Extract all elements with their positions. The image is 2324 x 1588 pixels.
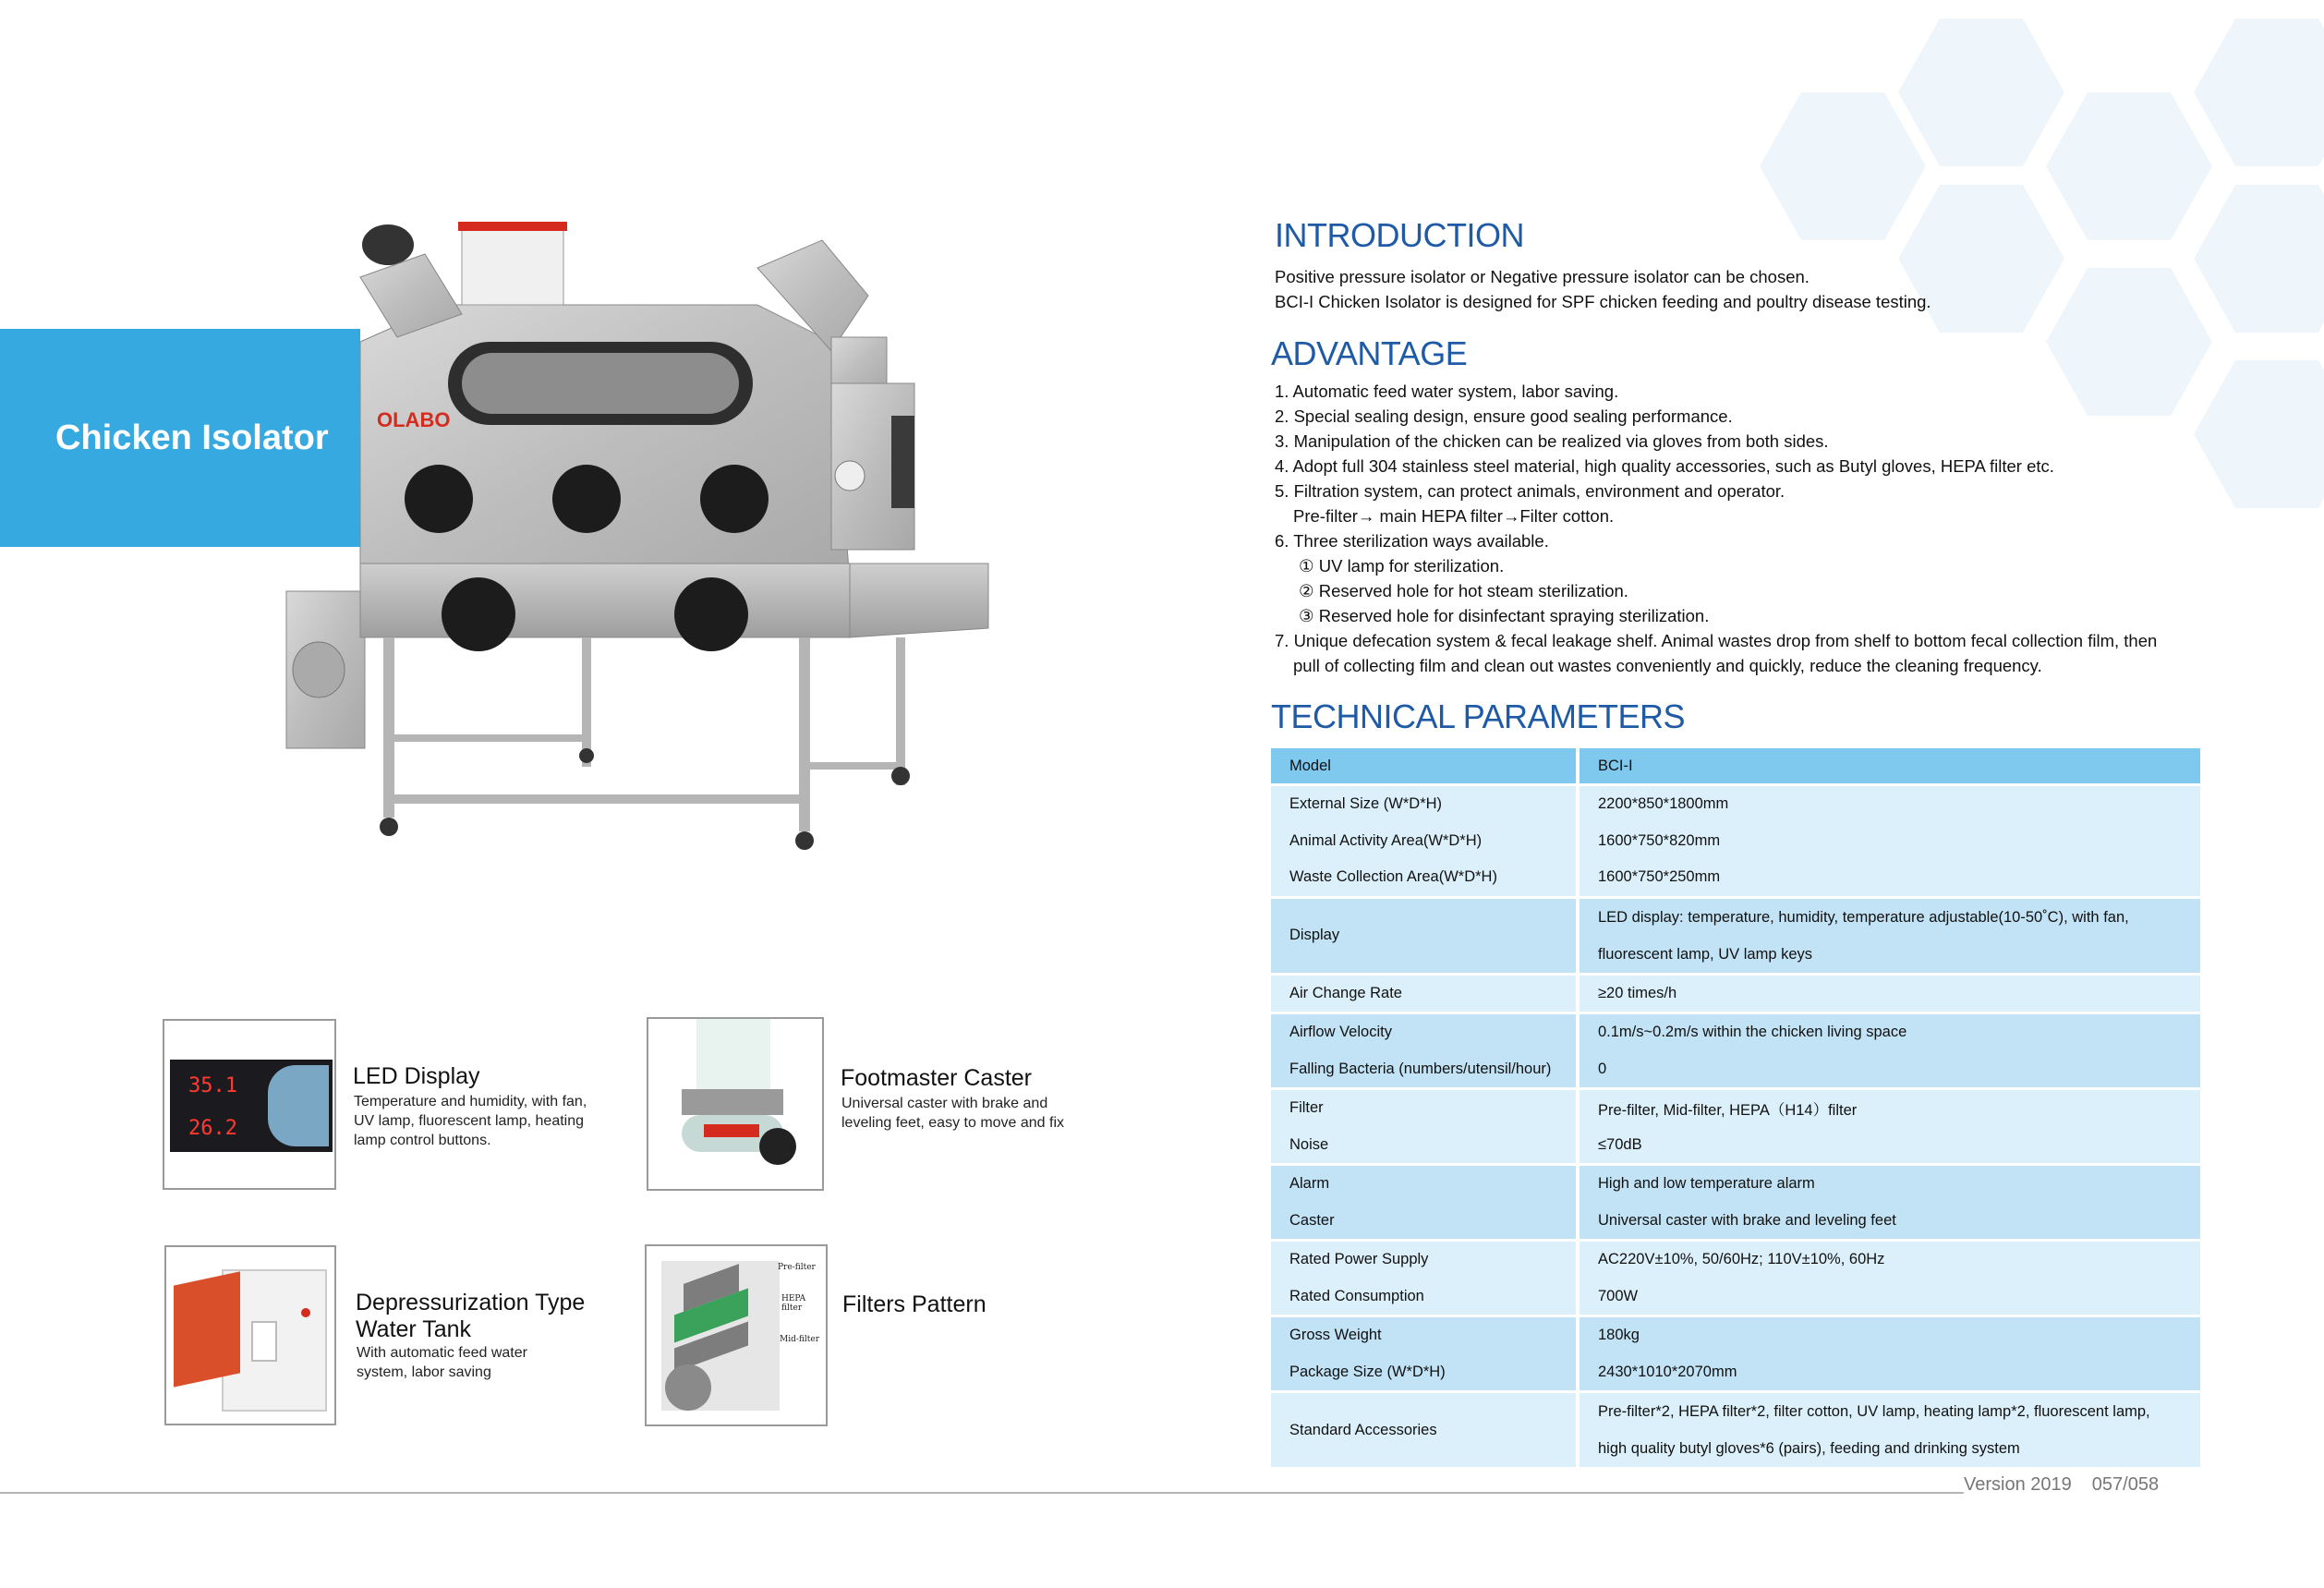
chicken-isolator-illustration — [277, 212, 1016, 859]
table-row: Alarm High and low temperature alarm — [1271, 1165, 2200, 1203]
table-row: Airflow Velocity 0.1m/s~0.2m/s within the chicken living space — [1271, 1013, 2200, 1051]
table-row: Noise ≤70dB — [1271, 1127, 2200, 1165]
water-tank-description: With automatic feed water system, labor saving — [357, 1345, 527, 1380]
introduction-title: INTRODUCTION — [1275, 216, 1524, 254]
table-row: External Size (W*D*H) 2200*850*1800mm — [1271, 785, 2200, 823]
brand-logo: OLABO — [377, 408, 451, 431]
technical-parameters-title: TECHNICAL PARAMETERS — [1271, 697, 1686, 735]
table-row: Rated Consumption 700W — [1271, 1279, 2200, 1316]
footer — [1964, 1474, 2179, 1496]
table-row: Standard Accessories Pre-filter*2, HEPA filter*2, filter cotton, UV lamp, heating lamp*2, fluorescent lamp, high quality butyl gloves*6 (pairs), feeding and drinking system — [1271, 1392, 2200, 1468]
table-row: Waste Collection Area(W*D*H) 1600*750*250mm — [1271, 859, 2200, 897]
water-tank-title: Depressurization Type Water Tank — [356, 1290, 586, 1342]
mid-filter-label: Mid-filter — [780, 1335, 820, 1344]
filters-pattern-title: Filters Pattern — [842, 1291, 986, 1317]
table-header-value: BCI-I — [1578, 748, 2200, 785]
table-header-label: Model — [1271, 748, 1578, 785]
table-row: Package Size (W*D*H) 2430*1010*2070mm — [1271, 1354, 2200, 1392]
footer-page-numbers: 057/058 — [2091, 1474, 2160, 1495]
banner-title: Chicken Isolator — [55, 418, 329, 457]
led-humidity-readout: 26.2 — [188, 1117, 237, 1140]
table-row: Rated Power Supply AC220V±10%, 50/60Hz; 110V±10%, 60Hz — [1271, 1241, 2200, 1279]
caster-image — [647, 1017, 824, 1191]
table-row: Falling Bacteria (numbers/utensil/hour) 0 — [1271, 1051, 2200, 1089]
filters-pattern-image — [645, 1244, 828, 1426]
led-display-description: Temperature and humidity, with fan, UV lamp, fluorescent lamp, heating lamp control buttons. — [354, 1094, 587, 1148]
technical-parameters-table — [1271, 748, 2200, 1467]
led-temperature-readout: 35.1 — [188, 1074, 237, 1097]
hepa-filter-label: HEPA filter — [781, 1294, 806, 1313]
led-display-image — [163, 1019, 336, 1190]
table-row: Display LED display: temperature, humidity, temperature adjustable(10-50˚C), with fan, fluorescent lamp, UV lamp keys — [1271, 897, 2200, 974]
pre-filter-label: Pre-filter — [778, 1263, 816, 1272]
caster-description: Universal caster with brake and leveling feet, easy to move and fix — [841, 1096, 1065, 1131]
table-row: Gross Weight 180kg — [1271, 1316, 2200, 1354]
water-tank-image — [164, 1245, 336, 1425]
table-row: Filter Pre-filter, Mid-filter, HEPA（H14）filter — [1271, 1089, 2200, 1127]
introduction-text: Positive pressure isolator or Negative pressure isolator can be chosen. BCI-I Chicken Isolator is designed for SPF chicken feeding and poultry disease testing. — [1275, 267, 1931, 311]
led-display-title: LED Display — [353, 1063, 480, 1089]
table-header-row — [1271, 748, 2200, 785]
footer-divider — [0, 1492, 1964, 1494]
table-row: Caster Universal caster with brake and leveling feet — [1271, 1203, 2200, 1241]
table-row: Animal Activity Area(W*D*H) 1600*750*820mm — [1271, 823, 2200, 860]
advantage-title: ADVANTAGE — [1271, 334, 1468, 372]
table-row: Air Change Rate ≥20 times/h — [1271, 974, 2200, 1013]
caster-title: Footmaster Caster — [841, 1065, 1033, 1091]
advantage-list: 1. Automatic feed water system, labor saving. 2. Special sealing design, ensure good sealing performance. 3. Manipulation of the chicken can be realized via gloves from both sides. 4. Adopt full 304 stainless steel material, high quality accessories, such as Butyl gloves, HEPA filter etc. 5. Filtration system, can protect animals, environment and operator. Pre-filter→ main HEPA filter→Filter cotton. 6. Three sterilization ways available. ① UV lamp for sterilization. ② Reserved hole for hot steam sterilization. ③ Reserved hole for disinfectant spraying sterilization. 7. Unique defecation system & fecal leakage shelf. Animal wastes drop from shelf to bottom fecal collection film, then pull of collecting film and clean out wastes conveniently and quickly, reduce the cleaning frequency. — [1275, 382, 2158, 675]
footer-version: Version 2019 — [1964, 1474, 2072, 1495]
